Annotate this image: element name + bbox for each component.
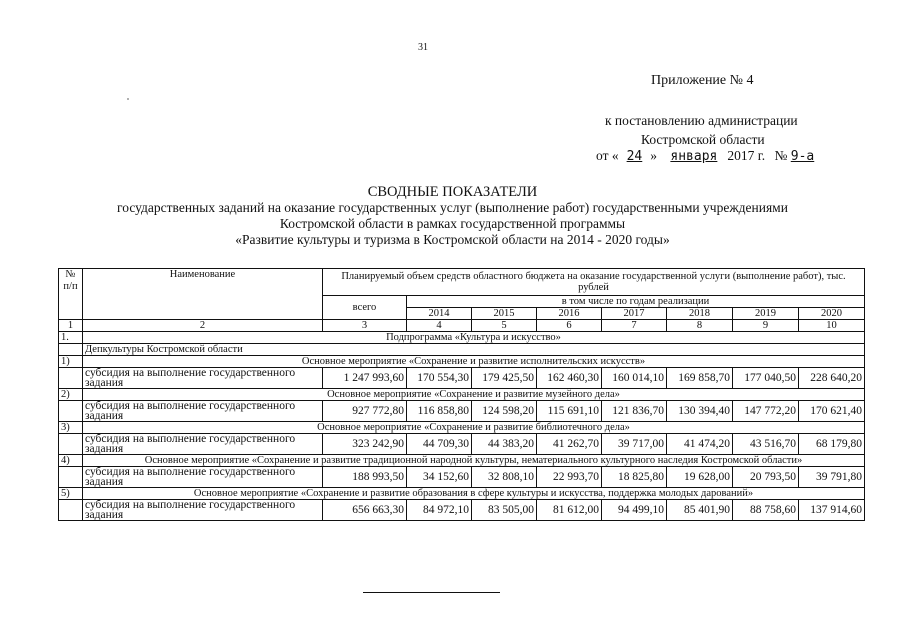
index-cell: 3 — [323, 320, 407, 332]
index-cell: 10 — [799, 320, 865, 332]
subprogram-num: 1. — [59, 332, 83, 344]
year-value: 160 014,10 — [602, 368, 667, 389]
department-name: Депкультуры Костромской области — [83, 344, 865, 356]
date-mid: » — [650, 148, 658, 163]
header-name: Наименование — [83, 269, 323, 320]
indicators-table — [58, 268, 865, 521]
date-day: 24 — [626, 149, 643, 164]
header-year: 2018 — [667, 308, 733, 320]
index-cell: 1 — [59, 320, 83, 332]
page-number: 31 — [418, 42, 428, 53]
document-title — [60, 184, 845, 248]
year-value: 147 772,20 — [733, 401, 799, 422]
table-row — [59, 467, 865, 488]
department-row — [59, 344, 865, 356]
year-value: 94 499,10 — [602, 500, 667, 521]
year-value: 179 425,50 — [472, 368, 537, 389]
section-num: 5) — [59, 488, 83, 500]
column-index-row — [59, 320, 865, 332]
table-row — [59, 434, 865, 455]
year-value: 44 709,30 — [407, 434, 472, 455]
header-by-years: в том числе по годам реализации — [407, 296, 865, 308]
year-value: 22 993,70 — [537, 467, 602, 488]
year-value: 177 040,50 — [733, 368, 799, 389]
row-label: субсидия на выполнение государственного задания — [83, 500, 323, 521]
header-year: 2014 — [407, 308, 472, 320]
decree-number: 9-а — [790, 149, 815, 164]
year-value: 39 791,80 — [799, 467, 865, 488]
subprogram-title: Подпрограмма «Культура и искусство» — [83, 332, 865, 344]
index-cell: 2 — [83, 320, 323, 332]
year-value: 88 758,60 — [733, 500, 799, 521]
year-value: 81 612,00 — [537, 500, 602, 521]
year-value: 170 554,30 — [407, 368, 472, 389]
title-line-1: СВОДНЫЕ ПОКАЗАТЕЛИ — [367, 184, 538, 200]
index-cell: 5 — [472, 320, 537, 332]
year-value: 44 383,20 — [472, 434, 537, 455]
year-value: 228 640,20 — [799, 368, 865, 389]
year-value: 84 972,10 — [407, 500, 472, 521]
index-cell: 8 — [667, 320, 733, 332]
total-value: 927 772,80 — [323, 401, 407, 422]
year-value: 83 505,00 — [472, 500, 537, 521]
title-line-2: государственных заданий на оказание государственных услуг (выполнение работ) государственными учреждениями — [117, 200, 788, 215]
year-value: 116 858,80 — [407, 401, 472, 422]
index-cell: 6 — [537, 320, 602, 332]
table-row — [59, 368, 865, 389]
index-cell: 7 — [602, 320, 667, 332]
year-value: 43 516,70 — [733, 434, 799, 455]
year-value: 18 825,80 — [602, 467, 667, 488]
year-value: 169 858,70 — [667, 368, 733, 389]
section-num: 4) — [59, 455, 83, 467]
year-value: 137 914,60 — [799, 500, 865, 521]
section-header-row — [59, 389, 865, 401]
title-line-3: Костромской области в рамках государственной программы — [279, 216, 626, 231]
row-label: субсидия на выполнение государственного задания — [83, 368, 323, 389]
year-value: 19 628,00 — [667, 467, 733, 488]
header-plan: Планируемый объем средств областного бюджета на оказание государственной услуги (выполнение работ), тыс. рублей — [323, 269, 865, 296]
index-cell: 4 — [407, 320, 472, 332]
section-num: 1) — [59, 356, 83, 368]
subprogram-row — [59, 332, 865, 344]
header-year: 2017 — [602, 308, 667, 320]
footer-rule — [363, 592, 500, 593]
row-label: субсидия на выполнение государственного задания — [83, 467, 323, 488]
year-value: 170 621,40 — [799, 401, 865, 422]
total-value: 188 993,50 — [323, 467, 407, 488]
header-year: 2015 — [472, 308, 537, 320]
title-line-4: «Развитие культуры и туризма в Костромской области на 2014 - 2020 годы» — [235, 232, 670, 247]
region-name: Костромской области — [641, 132, 765, 147]
decree-reference: к постановлению администрации — [605, 113, 798, 128]
year-value: 32 808,10 — [472, 467, 537, 488]
total-value: 323 242,90 — [323, 434, 407, 455]
year-value: 121 836,70 — [602, 401, 667, 422]
header-total: всего — [323, 296, 407, 320]
section-num: 2) — [59, 389, 83, 401]
row-label: субсидия на выполнение государственного задания — [83, 401, 323, 422]
header-year: 2019 — [733, 308, 799, 320]
section-title: Основное мероприятие «Сохранение и развитие библиотечного дела» — [83, 422, 865, 434]
date-year: 2017 г. — [727, 148, 766, 163]
header-year: 2016 — [537, 308, 602, 320]
year-value: 41 262,70 — [537, 434, 602, 455]
section-header-row — [59, 455, 865, 467]
year-value: 124 598,20 — [472, 401, 537, 422]
table-row — [59, 500, 865, 521]
total-value: 1 247 993,60 — [323, 368, 407, 389]
decree-date-line — [596, 148, 814, 164]
year-value: 68 179,80 — [799, 434, 865, 455]
year-value: 20 793,50 — [733, 467, 799, 488]
table-row — [59, 401, 865, 422]
section-num: 3) — [59, 422, 83, 434]
number-label: № — [774, 148, 788, 163]
section-header-row — [59, 356, 865, 368]
year-value: 130 394,40 — [667, 401, 733, 422]
year-value: 34 152,60 — [407, 467, 472, 488]
section-title: Основное мероприятие «Сохранение и развитие исполнительских искусств» — [83, 356, 865, 368]
section-header-row — [59, 422, 865, 434]
section-header-row — [59, 488, 865, 500]
row-label: субсидия на выполнение государственного задания — [83, 434, 323, 455]
appendix-label: Приложение № 4 — [651, 73, 754, 88]
date-month: января — [670, 149, 718, 164]
section-title: Основное мероприятие «Сохранение и развитие образования в сфере культуры и искусства, поддержка молодых дарований» — [83, 488, 865, 500]
year-value: 115 691,10 — [537, 401, 602, 422]
index-cell: 9 — [733, 320, 799, 332]
header-year: 2020 — [799, 308, 865, 320]
year-value: 85 401,90 — [667, 500, 733, 521]
total-value: 656 663,30 — [323, 500, 407, 521]
header-num: № п/п — [59, 269, 83, 320]
section-title: Основное мероприятие «Сохранение и развитие традиционной народной культуры, нематериального культурного наследия Костромской области» — [83, 455, 865, 467]
year-value: 39 717,00 — [602, 434, 667, 455]
year-value: 41 474,20 — [667, 434, 733, 455]
section-title: Основное мероприятие «Сохранение и развитие музейного дела» — [83, 389, 865, 401]
scan-speck — [127, 98, 129, 100]
year-value: 162 460,30 — [537, 368, 602, 389]
date-prefix: от « — [596, 148, 619, 163]
